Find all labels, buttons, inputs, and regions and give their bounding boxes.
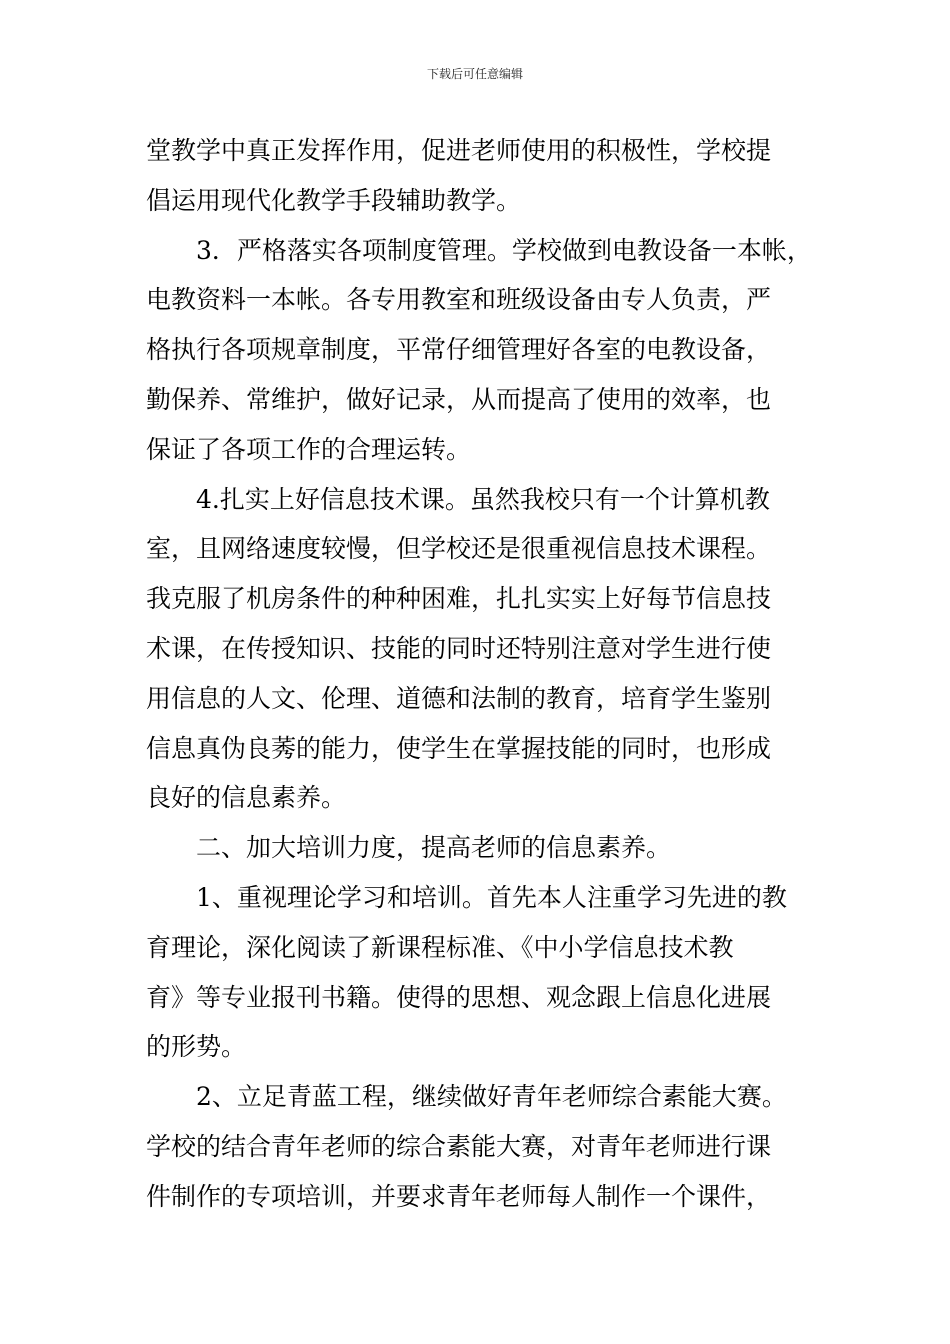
text-line: 保证了各项工作的合理运转。: [146, 434, 472, 464]
text-line: 4.扎实上好信息技术课。虽然我校只有一个计算机教: [196, 484, 770, 514]
text-line: 的形势。: [146, 1032, 247, 1062]
text-line: 2、立足青蓝工程，继续做好青年老师综合素能大赛。: [196, 1082, 787, 1112]
text-line: 倡运用现代化教学手段辅助教学。: [146, 185, 522, 215]
text-line: 室，且网络速度较慢，但学校还是很重视信息技术课程。: [146, 534, 772, 564]
text-line: 3．严格落实各项制度管理。学校做到电教设备一本帐，: [196, 235, 812, 265]
text-line: 格执行各项规章制度，平常仔细管理好各室的电教设备，: [146, 335, 772, 365]
text-line: 电教资料一本帐。各专用教室和班级设备由专人负责，严: [146, 285, 772, 315]
section-heading: 二、加大培训力度，提高老师的信息素养。: [196, 833, 672, 863]
text-line: 用信息的人文、伦理、道德和法制的教育，培育学生鉴别: [146, 683, 772, 713]
text-line: 信息真伪良莠的能力，使学生在掌握技能的同时，也形成: [146, 733, 772, 763]
text-line: 件制作的专项培训，并要求青年老师每人制作一个课件，: [146, 1181, 772, 1211]
text-line: 1、重视理论学习和培训。首先本人注重学习先进的教: [196, 882, 787, 912]
page-header-note: 下载后可任意编辑: [426, 67, 523, 81]
text-line: 术课，在传授知识、技能的同时还特别注意对学生进行使: [146, 633, 772, 663]
text-line: 良好的信息素养。: [146, 783, 347, 813]
text-line: 堂教学中真正发挥作用，促进老师使用的积极性，学校提: [146, 136, 772, 165]
text-line: 勤保养、常维护，做好记录，从而提高了使用的效率，也: [146, 384, 772, 414]
text-line: 育》等专业报刊书籍。使得的思想、观念跟上信息化进展: [146, 982, 772, 1012]
text-line: 育理论，深化阅读了新课程标准、《中小学信息技术教: [146, 932, 734, 962]
text-line: 学校的结合青年老师的综合素能大赛，对青年老师进行课: [146, 1131, 772, 1161]
text-line: 我克服了机房条件的种种困难，扎扎实实上好每节信息技: [146, 584, 772, 614]
document-body: [146, 126, 826, 1222]
